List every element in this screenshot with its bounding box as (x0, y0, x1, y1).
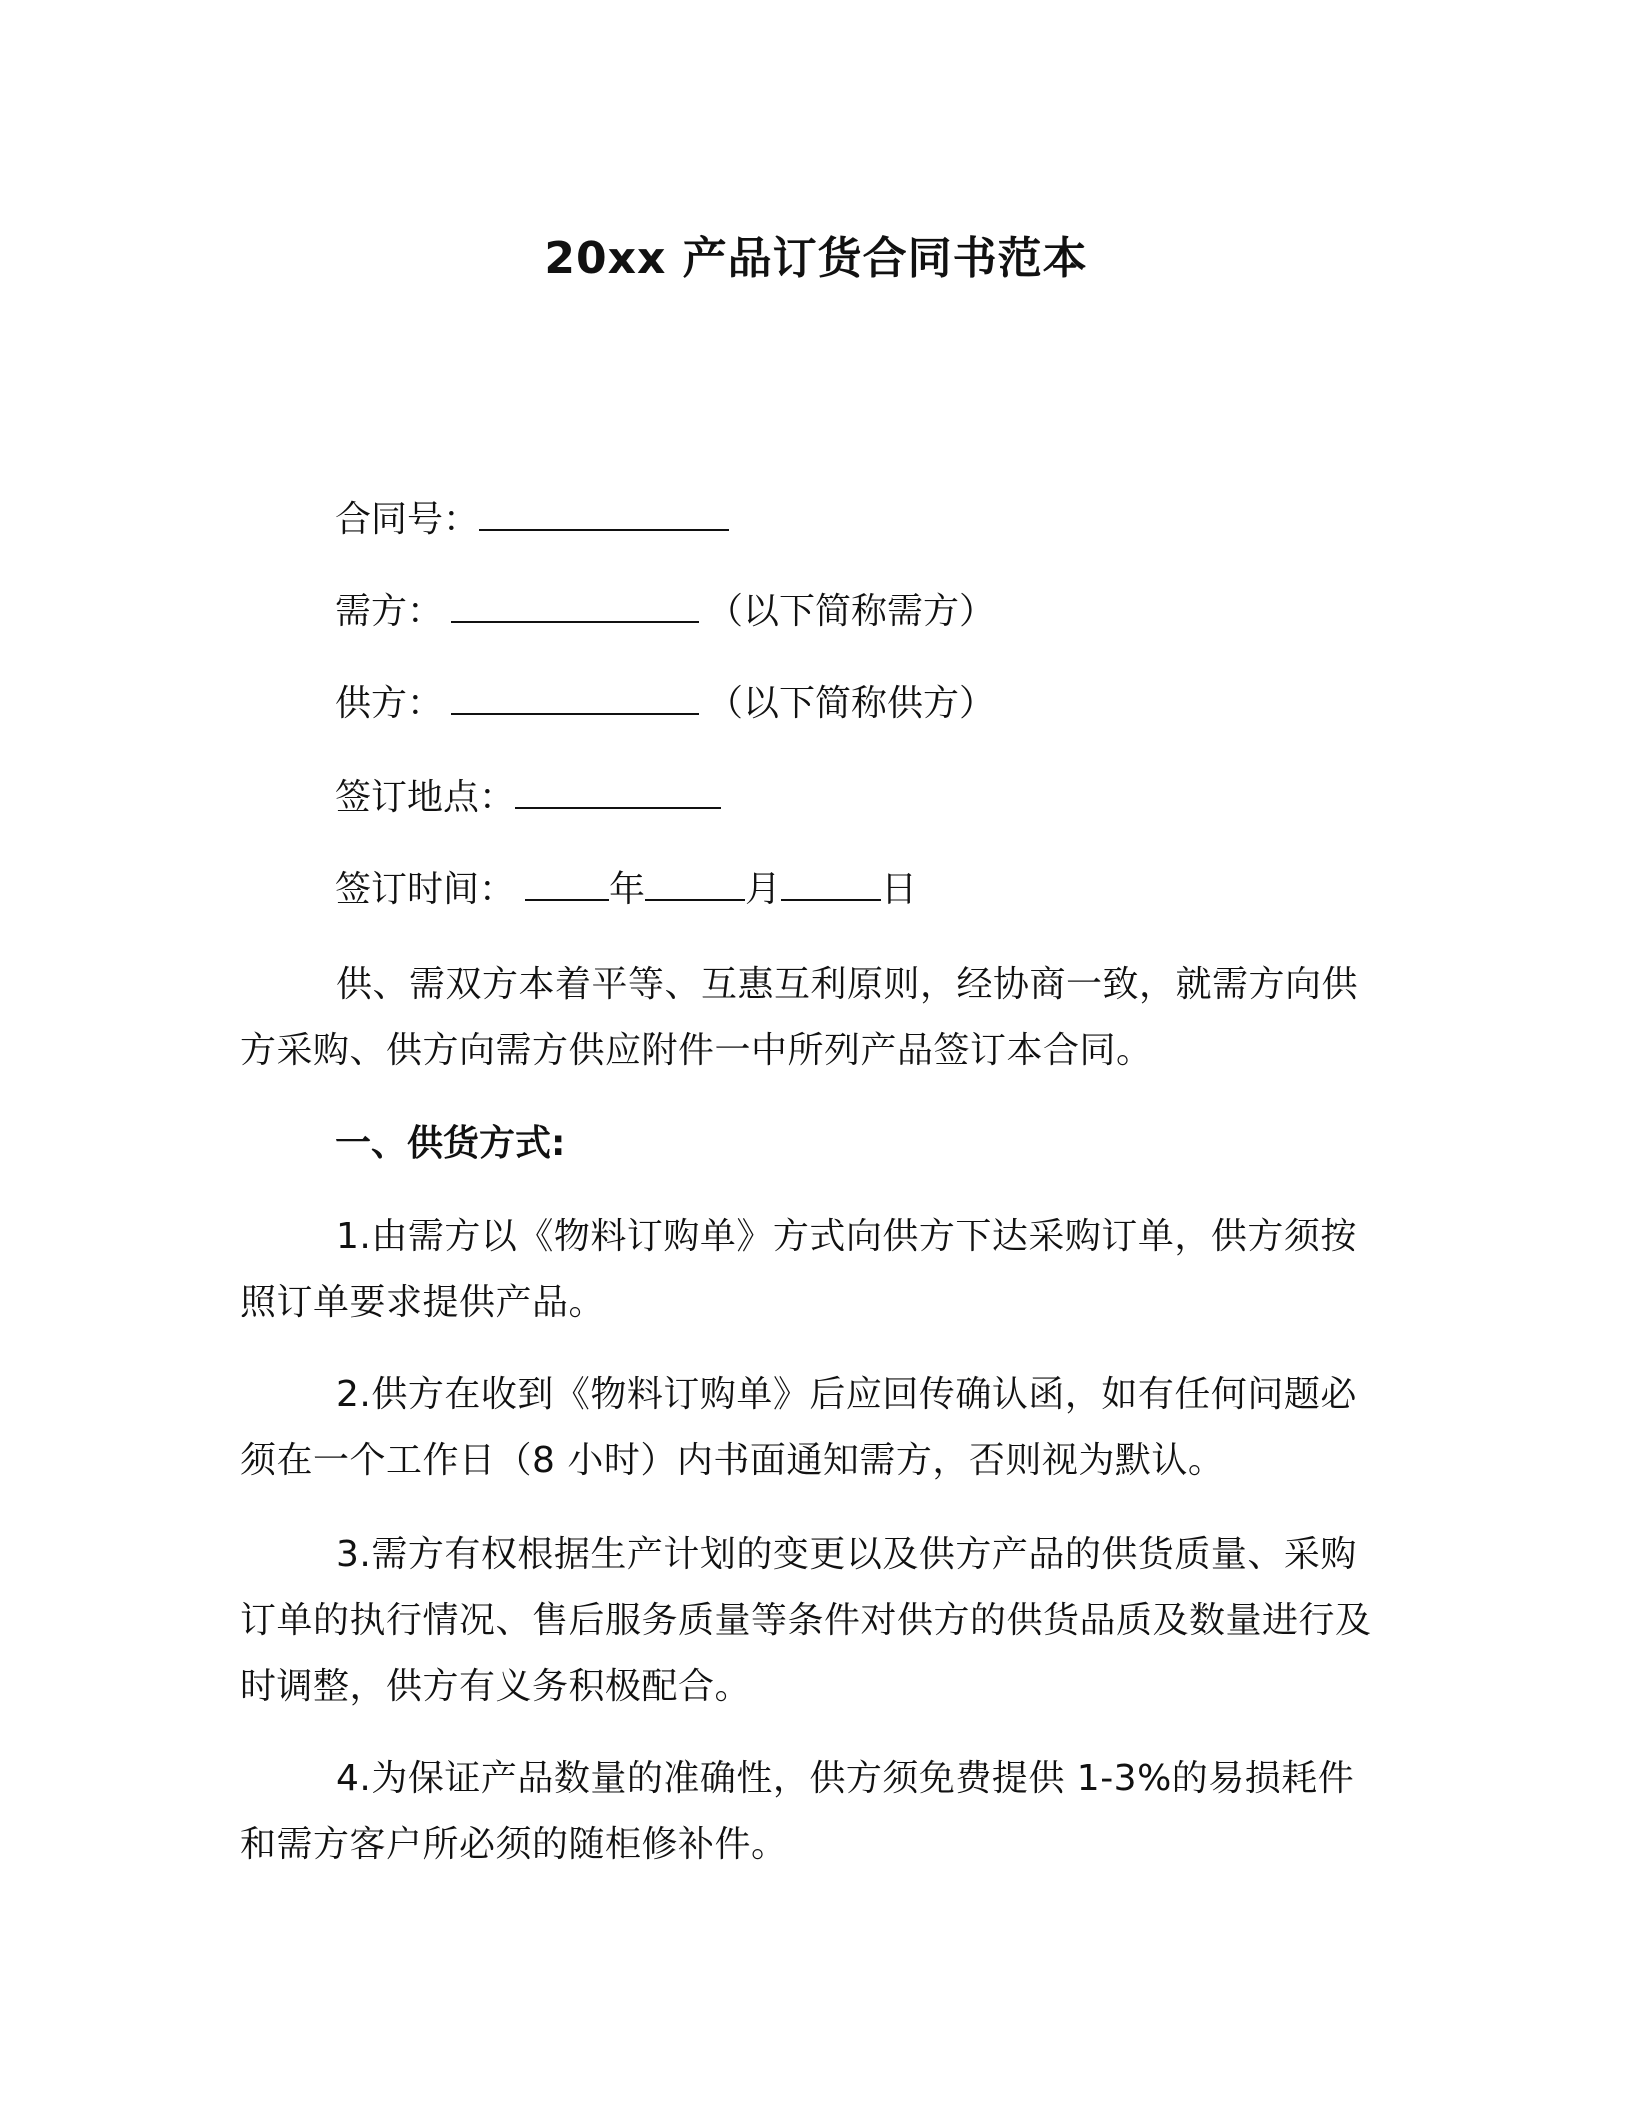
contract-number-field (335, 494, 729, 546)
supplier-note: （以下简称供方） (707, 683, 996, 724)
month-blank[interactable] (645, 867, 745, 901)
signing-time-field (335, 864, 917, 916)
supplier-label: 供方： (335, 683, 444, 724)
buyer-note: （以下简称需方） (707, 591, 996, 632)
signing-time-label: 签订时间： (335, 869, 516, 910)
clause-4: 4.为保证产品数量的准确性，供方须免费提供 1-3%的易损耗件和需方客户所必须的随柜修补件。 (240, 1758, 1355, 1865)
month-label: 月 (745, 869, 782, 910)
year-label: 年 (609, 869, 646, 910)
buyer-label: 需方： (335, 591, 444, 632)
contract-number-label: 合同号： (335, 499, 480, 540)
section-heading-supply-method: 一、供货方式: (335, 1123, 566, 1164)
signing-place-blank[interactable] (515, 775, 721, 809)
supplier-field (335, 678, 995, 730)
clause-1: 1.由需方以《物料订购单》方式向供方下达采购订单，供方须按照订单要求提供产品。 (240, 1216, 1357, 1323)
buyer-blank[interactable] (451, 589, 699, 623)
intro-paragraph: 供、需双方本着平等、互惠互利原则，经协商一致，就需方向供方采购、供方向需方供应附件一中所列产品签订本合同。 (240, 964, 1359, 1071)
document-title: 20xx 产品订货合同书范本 (544, 233, 1088, 284)
contract-number-blank[interactable] (479, 497, 729, 531)
day-label: 日 (881, 869, 918, 910)
signing-place-label: 签订地点： (335, 777, 516, 818)
clause-2: 2.供方在收到《物料订购单》后应回传确认函，如有任何问题必须在一个工作日（8 小时）内书面通知需方，否则视为默认。 (240, 1374, 1357, 1481)
year-blank[interactable] (525, 867, 609, 901)
clause-3: 3.需方有权根据生产计划的变更以及供方产品的供货质量、采购订单的执行情况、售后服务质量等条件对供方的供货品质及数量进行及时调整，供方有义务积极配合。 (240, 1534, 1372, 1707)
signing-place-field (335, 772, 721, 824)
buyer-field (335, 586, 995, 638)
day-blank[interactable] (781, 867, 881, 901)
supplier-blank[interactable] (451, 681, 699, 715)
